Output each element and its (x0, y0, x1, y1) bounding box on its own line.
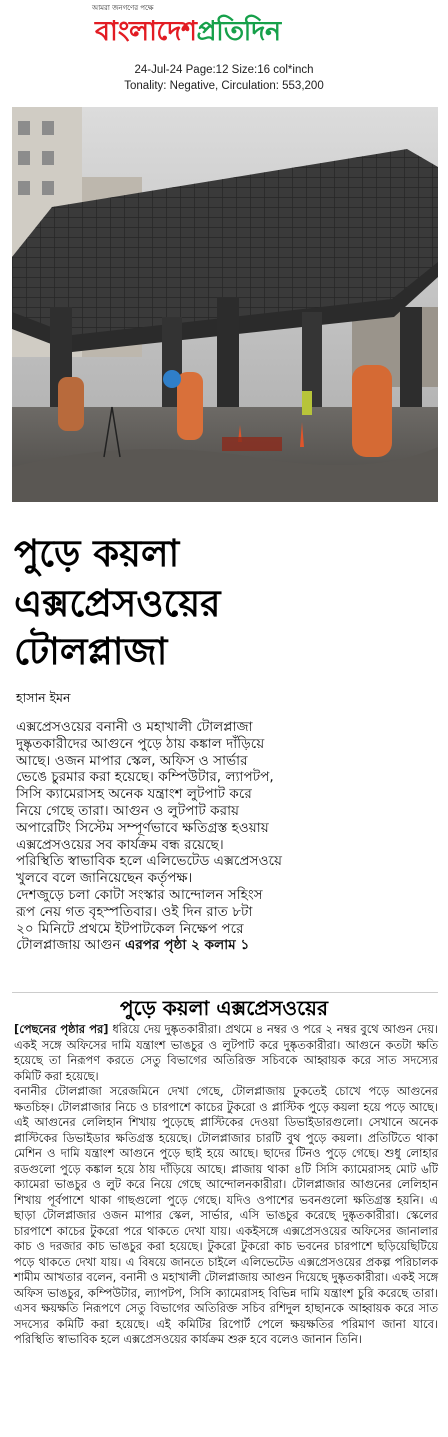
lead-line: ভেঙে চুরমার করা হয়েছে। কম্পিউটার, ল্যাপটপ, (16, 769, 274, 786)
byline: হাসান ইমন (16, 690, 71, 705)
lead-line: সিসি ক্যামেরাসহ অনেক যন্ত্রাংশ লুটপাট করে (16, 786, 252, 803)
newspaper-logo (95, 11, 281, 56)
lead-line: অপারেটিং সিস্টেম সম্পূর্ণভাবে ক্ষতিগ্রস্ত হওয়ায় (16, 819, 269, 836)
news-photo-burnt-toll-plaza (12, 107, 438, 502)
lead-line: রূপ নেয় গত বৃহস্পতিবার। ওই দিন রাত ৮টা (16, 903, 253, 920)
newspaper-tagline: আমরা জনগণের পক্ষে (92, 4, 154, 12)
lead-line: আছে। ওজন মাপার স্কেল, অফিস ও সার্ভার (16, 752, 248, 769)
lead-line: এক্সপ্রেসওয়ের সব কার্যক্রম বন্ধ রয়েছে। (16, 836, 224, 853)
section-divider (12, 992, 438, 993)
body-paragraph-text: ধরিয়ে দেয় দুষ্কৃতকারীরা। প্রথমে ৪ নম্বর ও পরে ২ নম্বর বুথে আগুন দেয়। একই সঙ্গে অফিসের দামি যন্ত্রাংশ ভাঙচুর ও লুটপাট করে দুষ্কৃতকারীরা। আগুনে কতটা ক্ষতি হয়েছে তা নিরূপণ করতে সেতু বিভাগের অতিরিক্ত সচিবকে আহ্বায়ক করে সাত সদস্যের কমিটি করা হয়েছে। (14, 1022, 438, 1083)
masthead (0, 0, 448, 62)
jump-headline: পুড়ে কয়লা এক্সপ্রেসওয়ের (120, 996, 328, 1020)
body-paragraph: বনানীর টোলপ্লাজা সরেজমিনে দেখা গেছে, টোলপ্লাজায় ঢুকতেই চোখে পড়ে আগুনের ক্ষতচিহ্ন। টোলপ্লাজার নিচে ও চারপাশে কাচের টুকরো ও প্লাস্টিক পুড়ে কয়লা হয়ে পড়ে আছে। এই আগুনের লেলিহান শিখায় পুড়েছে প্লাস্টিকের দেওয়া ডিভাইডারগুলো। সেখানে অনেক প্লাস্টিকের ডিভাইডার ক্ষতিগ্রস্ত হয়েছে। টোলপ্লাজার চারটি বুথ পুড়ে কয়লা। প্রতিটিতে থাকা মেশিন ও দামি যন্ত্রাংশ আগুনে পুড়ে ছাই হয়ে আছে। ছাদের টিনও পুড়ে গেছে। শুধু লোহার রডগুলো পুড়ে কঙ্কাল হয়ে ঠায় দাঁড়িয়ে আছে। প্লাজায় থাকা ৪টি সিসি ক্যামেরাসহ মোট ৬টি ক্যামেরা ভাঙচুর ও লুট করে নিয়ে গেছে আন্দোলনকারীরা। টোলপ্লাজার আগুনের লেলিহান শিখায় পূর্বপাশে থাকা গাছগুলো পুড়ে গেছে। যদিও ওপাশের ভবনগুলো ক্ষতিগ্রস্ত হয়নি। এ ছাড়া টোলপ্লাজার ওজন মাপার স্কেল, সার্ভার, এসি ভাঙচুর করেছে দুষ্কৃতকারীরা। স্কেলের চারপাশে কাচের টুকরো পরে থাকতে দেখা যায়। একইসঙ্গে এক্সপ্রেসওয়ের অফিসের জানালার কাচ ও দরজার কাচ ভাঙচুর করা হয়েছে। টুকরো টুকরো কাচ ভবনের চারপাশে ছড়িয়েছিটিয়ে পড়ে থাকতে দেখা যায়। এ বিষয়ে জানতে চাইলে এলিভেটেড এক্সপ্রেসওয়ের প্রকল্প পরিচালক শামীম আখতার বলেন, বনানী ও মহাখালী টোলপ্লাজায় আগুন দিয়েছে দুষ্কৃতকারীরা। একই সঙ্গে অফিস ভাঙচুর, কম্পিউটার, ল্যাপটপ, সিসি ক্যামেরাসহ বিভিন্ন দামি যন্ত্রাংশ চুরি করেছে তারা। এসব ক্ষয়ক্ষতি নিরূপণে সেতু বিভাগের অতিরিক্ত সচিব রশিদুল হাছানকে আহ্বায়ক করে সাত সদস্যের কমিটি করা হয়েছে। এই কমিটির রিপোর্ট পেলে ক্ষয়ক্ষতির পরিমাণ জানা যাবে। পরিস্থিতি স্বাভাবিক হলে এক্সপ্রেসওয়ের কার্যক্রম শুরু হবে বলেও জানান তিনি। (14, 1084, 438, 1346)
clipping-meta-date-page: 24-Jul-24 Page:12 Size:16 col*inch (134, 64, 314, 76)
lead-line: নিয়ে গেছে তারা। আগুন ও লুটপাট করায় (16, 802, 240, 819)
lead-line: দুষ্কৃতকারীদের আগুনে পুড়ে ঠায় কঙ্কাল দাঁড়িয়ে (16, 735, 265, 752)
logo-part-bangladesh: বাংলাদেশ (95, 16, 197, 47)
continued-from-bracket: [পেছনের পৃষ্ঠার পর] (14, 1022, 109, 1036)
lead-line: এক্সপ্রেসওয়ের বনানী ও মহাখালী টোলপ্লাজা (16, 719, 253, 735)
headline-line-1: পুড়ে কয়লা (14, 532, 180, 575)
lead-line: পরিস্থিতি স্বাভাবিক হলে এলিভেটেড এক্সপ্রেসওয়ে (16, 853, 283, 870)
headline-line-3: টোলপ্লাজা (14, 630, 168, 673)
lead-paragraph (16, 719, 316, 954)
continued-article-body (14, 1022, 438, 1348)
lead-last-line (16, 937, 316, 954)
body-paragraph (14, 1022, 438, 1084)
headline-line-2: এক্সপ্রেসওয়ের (14, 582, 221, 625)
lead-line: দেশজুড়ে চলা কোটা সংস্কার আন্দোলন সহিংস (16, 886, 263, 903)
logo-part-protidin: প্রতিদিন (196, 16, 281, 47)
clipping-meta-tonality: Tonality: Negative, Circulation: 553,200 (124, 80, 324, 92)
lead-last-text: টোলপ্লাজায় আগুন (16, 937, 121, 954)
continued-on-page: এরপর পৃষ্ঠা ২ কলাম ১ (125, 937, 250, 954)
lead-line: ২০ মিনিটে প্রথমে ইটপাটকেল নিক্ষেপ পরে (16, 920, 244, 937)
lead-line: খুলবে বলে জানিয়েছেন কর্তৃপক্ষ। (16, 870, 193, 887)
